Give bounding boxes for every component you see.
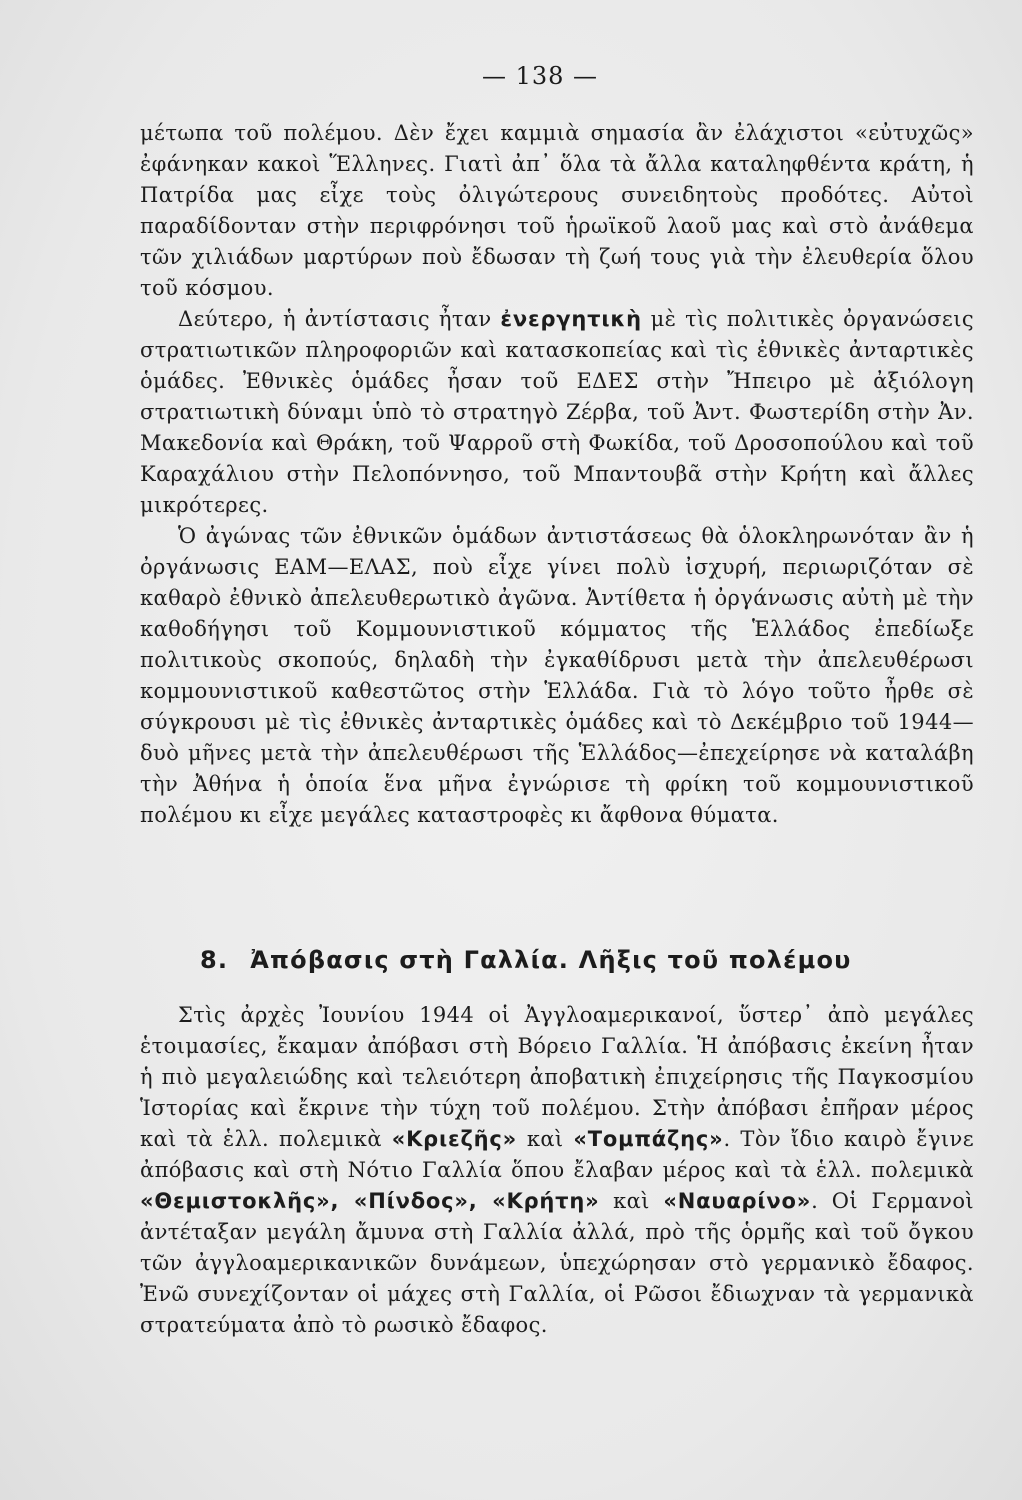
ship-names-southern: «Θεμιστοκλῆς», «Πίνδος», «Κρήτη» [140, 1189, 600, 1213]
emphasis-active: ἐνεργητικὴ [500, 307, 642, 331]
text-body-upper [140, 118, 974, 831]
paragraph-text: . Τὸν ἴδιο καιρὸ ἔγινε ἀπόβασις καὶ στὴ Νότιο Γαλλία ὅπου ἔλαβαν μέρος καὶ τὰ ἑλλ. πολεμικὰ [140, 1127, 974, 1182]
ship-name-navarino: «Ναυαρίνο» [663, 1189, 812, 1213]
paragraph-text: καὶ [517, 1127, 574, 1151]
paragraph-text: Στὶς ἀρχὲς Ἰουνίου 1944 οἱ Ἀγγλοαμερικανοί, ὕστερ᾽ ἀπὸ μεγάλες ἑτοιμασίες, ἔκαμαν ἀπόβασι στὴ Βόρειο Γαλλία. Ἡ ἀπόβασις ἐκείνη ἦταν ἡ πιὸ μεγαλειώδης καὶ τελειότερη ἀποβατικὴ ἐπιχείρησις τῆς Παγκοσμίου Ἱστορίας καὶ ἔκρινε τὴν τύχη τοῦ πολέμου. Στὴν ἀπόβασι ἐπῆραν μέρος καὶ τὰ ἑλλ. πολεμικὰ [140, 1003, 974, 1151]
paragraph-text: . Οἱ Γερμανοὶ ἀντέταξαν μεγάλη ἄμυνα στὴ Γαλλία ἀλλά, πρὸ τῆς ὁρμῆς καὶ τοῦ ὄγκου τῶν ἀγγλοαμερικανικῶν δυνάμεων, ὑπεχώρησαν στὸ γερμανικὸ ἔδαφος. Ἐνῶ συνεχίζονταν οἱ μάχες στὴ Γαλλία, οἱ Ρῶσοι ἔδιωχναν τὰ γερμανικὰ στρατεύματα ἀπὸ τὸ ρωσικὸ ἔδαφος. [140, 1189, 975, 1337]
page-number: — 138 — [481, 62, 599, 90]
ship-name-tompazis: «Τομπάζης» [573, 1127, 724, 1151]
section-title: Ἀπόβασις στὴ Γαλλία. Λῆξις τοῦ πολέμου [250, 946, 852, 974]
paragraph-normandy-landing [140, 1000, 974, 1341]
paragraph-active-resistance [140, 304, 974, 521]
section-heading [200, 944, 980, 976]
section-number: 8. [200, 946, 229, 974]
ship-name-kriezis: «Κριεζῆς» [391, 1127, 518, 1151]
paragraph-text: καὶ [599, 1189, 664, 1213]
text-body-lower [140, 1000, 974, 1341]
paragraph-continuation: μέτωπα τοῦ πολέμου. Δὲν ἔχει καμμιὰ σημασία ἂν ἐλάχιστοι «εὐτυχῶς» ἐφάνηκαν κακοὶ Ἕλληνες. Γιατὶ ἀπ᾽ ὅλα τὰ ἄλλα καταληφθέντα κράτη, ἡ Πατρίδα μας εἶχε τοὺς ὀλιγώτερους συνειδητοὺς προδότες. Αὐτοὶ παραδίδονταν στὴν περιφρόνησι τοῦ ἡρωϊκοῦ λαοῦ μας καὶ στὸ ἀνάθεμα τῶν χιλιάδων μαρτύρων ποὺ ἔδωσαν τὴ ζωή τους γιὰ τὴν ἐλευθερία ὅλου τοῦ κόσμου. [140, 121, 974, 300]
paragraph-text: μὲ τὶς πολιτικὲς ὀργανώσεις στρατιωτικῶν πληροφοριῶν καὶ κατασκοπείας καὶ τὶς ἐθνικὲς ἀνταρτικὲς ὁμάδες. Ἐθνικὲς ὁμάδες ἦσαν τοῦ ΕΔΕΣ στὴν Ἤπειρο μὲ ἀξιόλογη στρατιωτικὴ δύναμι ὑπὸ τὸ στρατηγὸ Ζέρβα, τοῦ Ἀντ. Φωστερίδη στὴν Ἀν. Μακεδονία καὶ Θράκη, τοῦ Ψαρροῦ στὴ Φωκίδα, τοῦ Δροσοπούλου καὶ τοῦ Καραχάλιου στὴν Πελοπόννησο, τοῦ Μπαντουβᾶ στὴν Κρήτη καὶ ἄλλες μικρότερες. [140, 307, 974, 517]
paragraph-text: Δεύτερο, ἡ ἀντίστασις ἦταν [178, 307, 501, 331]
paragraph-eam-elas: Ὁ ἀγώνας τῶν ἐθνικῶν ὁμάδων ἀντιστάσεως θὰ ὁλοκληρωνόταν ἂν ἡ ὀργάνωσις ΕΑΜ—ΕΛΑΣ, ποὺ εἶχε γίνει πολὺ ἰσχυρή, περιωριζόταν σὲ καθαρὸ ἐθνικὸ ἀπελευθερωτικὸ ἀγῶνα. Ἀντίθετα ἡ ὀργάνωσις αὐτὴ μὲ τὴν καθοδήγησι τοῦ Κομμουνιστικοῦ κόμματος τῆς Ἑλλάδος ἐπεδίωξε πολιτικοὺς σκοπούς, δηλαδὴ τὴν ἐγκαθίδρυσι μετὰ τὴν ἀπελευθέρωσι κομμουνιστικοῦ καθεστῶτος στὴν Ἑλλάδα. Γιὰ τὸ λόγο τοῦτο ἦρθε σὲ σύγκρουσι μὲ τὶς ἐθνικὲς ἀνταρτικὲς ὁμάδες καὶ τὸ Δεκέμβριο τοῦ 1944—δυὸ μῆνες μετὰ τὴν ἀπελευθέρωσι τῆς Ἑλλάδος—ἐπεχείρησε νὰ καταλάβη τὴν Ἀθήνα ἡ ὁποία ἕνα μῆνα ἐγνώρισε τὴ φρίκη τοῦ κομμουνιστικοῦ πολέμου κι εἶχε μεγάλες καταστροφὲς κι ἄφθονα θύματα. [140, 524, 974, 827]
